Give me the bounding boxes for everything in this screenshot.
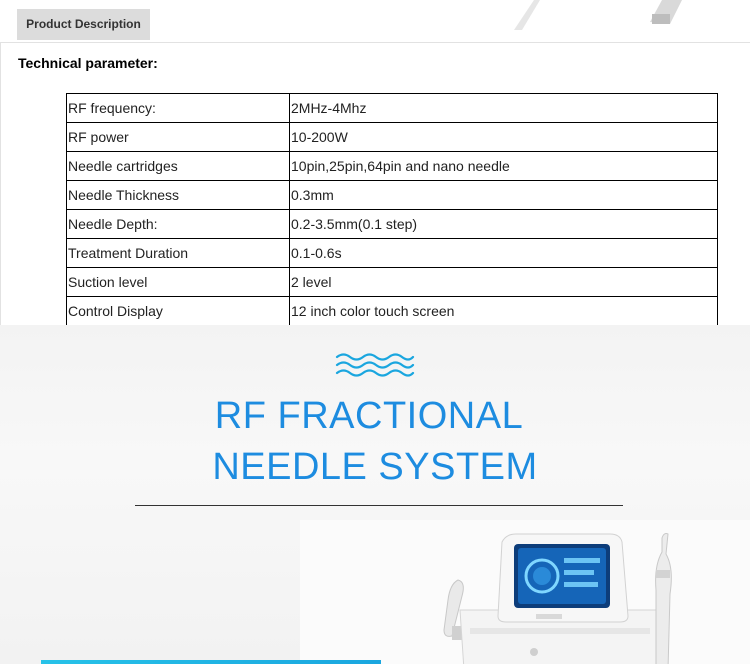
- param-key: Needle Depth:: [67, 210, 290, 239]
- param-key: Suction level: [67, 268, 290, 297]
- param-key: Control Display: [67, 297, 290, 326]
- product-description-panel: [0, 0, 750, 325]
- table-row: [67, 123, 718, 152]
- tab-divider: [0, 42, 750, 43]
- section-heading: Technical parameter:: [18, 55, 158, 71]
- banner-divider: [135, 505, 623, 506]
- param-value: 2MHz-4Mhz: [290, 94, 718, 123]
- table-row: [67, 297, 718, 326]
- banner-title-line-1: RF FRACTIONAL: [214, 395, 524, 437]
- param-value: 0.3mm: [290, 181, 718, 210]
- param-value: 0.2-3.5mm(0.1 step): [290, 210, 718, 239]
- rf-needle-machine-image: [430, 530, 690, 664]
- param-value: 10pin,25pin,64pin and nano needle: [290, 152, 718, 181]
- technical-parameter-table: [66, 93, 718, 326]
- param-key: RF frequency:: [67, 94, 290, 123]
- param-value: 2 level: [290, 268, 718, 297]
- device-handle-image: [500, 0, 700, 30]
- param-key: RF power: [67, 123, 290, 152]
- tab-product-description[interactable]: Product Description: [17, 9, 150, 40]
- param-value: 0.1-0.6s: [290, 239, 718, 268]
- table-row: [67, 181, 718, 210]
- panel-border: [0, 42, 1, 325]
- waves-icon: [335, 352, 415, 378]
- table-row: [67, 239, 718, 268]
- table-row: [67, 268, 718, 297]
- product-banner: [0, 325, 750, 664]
- param-key: Needle cartridges: [67, 152, 290, 181]
- param-value: 12 inch color touch screen: [290, 297, 718, 326]
- accent-bar: [41, 660, 381, 664]
- table-row: [67, 210, 718, 239]
- param-key: Needle Thickness: [67, 181, 290, 210]
- banner-title-line-2: NEEDLE SYSTEM: [212, 446, 538, 488]
- table-row: [67, 152, 718, 181]
- param-value: 10-200W: [290, 123, 718, 152]
- table-row: [67, 94, 718, 123]
- param-key: Treatment Duration: [67, 239, 290, 268]
